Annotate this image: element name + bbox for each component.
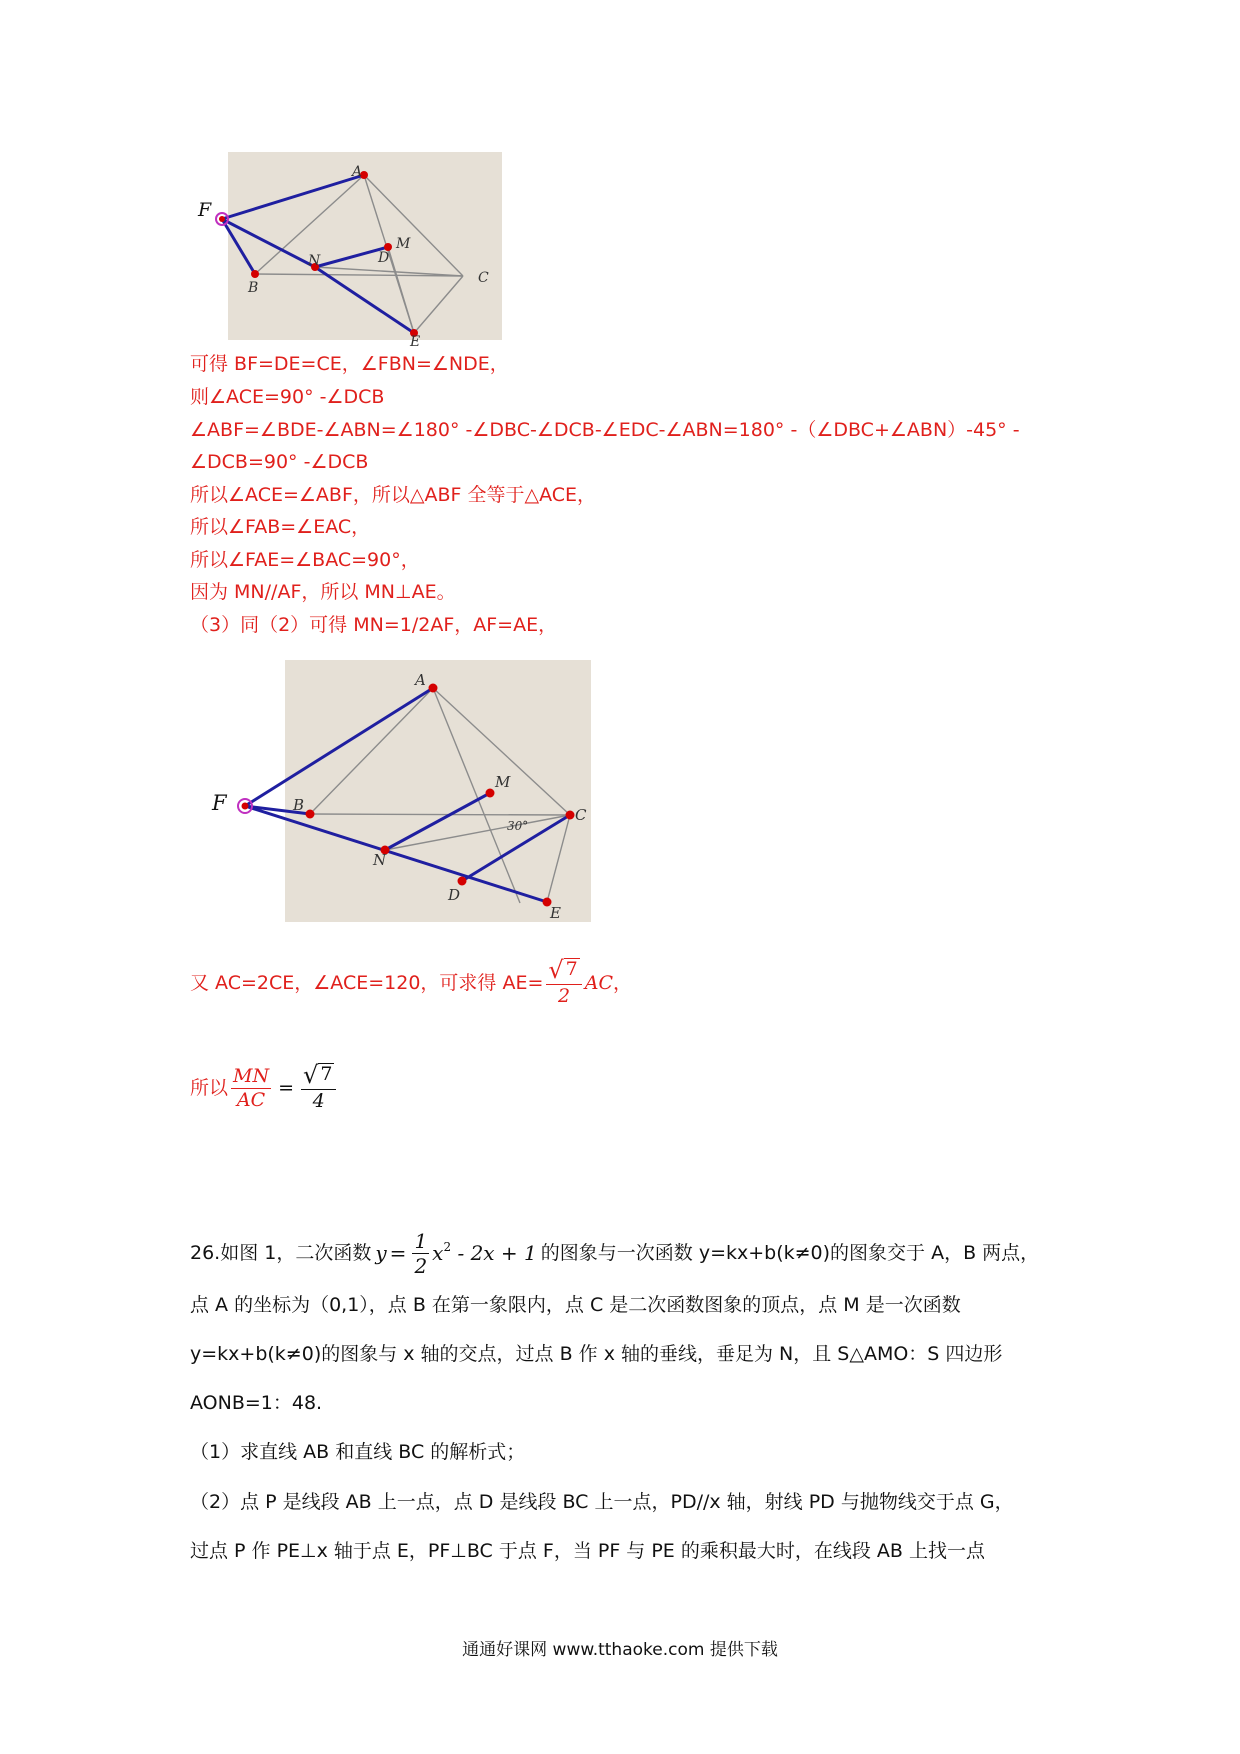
solution-line-2: 则∠ACE=90° -∠DCB (190, 386, 385, 408)
label-b: B (293, 796, 305, 814)
solution-line-3: ∠ABF=∠BDE-∠ABN=∠180° -∠DBC-∠DCB-∠EDC-∠ABN=180° -（∠DBC+∠ABN）-45° - (190, 419, 1020, 441)
func-coef-den: 2 (414, 1253, 428, 1278)
func-y: y (375, 1241, 387, 1265)
ae-tail: AC (584, 972, 614, 994)
line-c-e (414, 276, 463, 333)
ratio-prefix: 所以 (190, 1077, 229, 1099)
problem-26-line-3: y=kx+b(k≠0)的图象与 x 轴的交点，过点 B 作 x 轴的垂线，垂足为 N，且 S△AMO：S 四边形 (190, 1343, 1003, 1365)
ae-denominator: 2 (558, 985, 571, 1007)
ratio-left-num: MN (233, 1064, 270, 1087)
solution-line-1: 可得 BF=DE=CE，∠FBN=∠NDE， (190, 353, 509, 375)
ae-radicand: 7 (565, 958, 578, 981)
label-c: C (478, 270, 489, 286)
ratio-left-den: AC (236, 1088, 266, 1111)
point-d (458, 877, 467, 886)
solution-line-9: （3）同（2）可得 MN=1/2AF，AF=AE， (190, 614, 558, 636)
solution-line-6: 所以∠FAB=∠EAC， (190, 516, 371, 538)
figure-1-svg (198, 152, 502, 350)
func-exp: 2 (443, 1240, 452, 1254)
point-m (486, 789, 495, 798)
segment-f-a (222, 175, 364, 219)
label-f: F (198, 199, 212, 221)
label-e: E (410, 334, 421, 350)
func-eq: = (389, 1241, 407, 1265)
label-d: D (378, 250, 390, 266)
ae-end: ， (613, 972, 633, 994)
point-b (251, 270, 259, 278)
label-m: M (495, 773, 511, 791)
figure-2-svg (212, 660, 591, 922)
problem-26-line-2: 点 A 的坐标为（0,1），点 B 在第一象限内，点 C 是二次函数图象的顶点，点 M 是一次函数 (190, 1294, 961, 1316)
problem-intro-b: 的图象与一次函数 y=kx+b(k≠0)的图象交于 A，B 两点， (540, 1242, 1040, 1264)
segment-f-a (245, 688, 433, 806)
line-b-c (310, 814, 570, 815)
line-a-c (433, 688, 570, 815)
problem-26-line-1 (190, 1222, 1039, 1284)
point-b (306, 810, 315, 819)
label-n: N (373, 851, 387, 869)
problem-26-part-2-cont: 过点 P 作 PE⊥x 轴于点 E，PF⊥BC 于点 F，当 PF 与 PE 的乘积最大时，在线段 AB 上找一点 (190, 1540, 985, 1562)
problem-26-line-4: AONB=1：48. (190, 1392, 323, 1414)
segment-n-m (385, 793, 490, 850)
point-a (429, 684, 438, 693)
solution-line-4: ∠DCB=90° -∠DCB (190, 451, 369, 473)
angle-mark: 30° (507, 819, 529, 833)
ae-fraction: √ 7 2 AC (543, 950, 613, 1016)
problem-intro-a: 26.如图 1，二次函数 (190, 1242, 372, 1264)
func-rest: - 2x + 1 (451, 1241, 537, 1265)
line-a-b (310, 688, 433, 814)
label-d: D (448, 886, 461, 904)
func-x: x (432, 1241, 444, 1265)
segment-f-e (245, 806, 547, 902)
ratio-equals: = (278, 1077, 295, 1099)
ratio-radicand: 7 (320, 1063, 333, 1086)
ratio-right-den: 4 (312, 1090, 325, 1112)
label-e: E (550, 904, 561, 922)
label-a: A (352, 164, 363, 180)
label-a: A (415, 671, 426, 689)
point-f (242, 803, 249, 810)
solution-line-8: 因为 MN//AF，所以 MN⊥AE。 (190, 581, 456, 603)
figure-1 (198, 152, 502, 350)
solution-line-5: 所以∠ACE=∠ABF，所以△ABF 全等于△ACE， (190, 484, 597, 506)
quadratic-function (375, 1229, 536, 1278)
label-b: B (248, 280, 259, 296)
label-n: N (308, 253, 321, 269)
figure-2 (212, 660, 591, 922)
page-footer: 通通好课网 www.tthaoke.com 提供下载 (462, 1640, 778, 1660)
solution-line-ae (190, 950, 632, 1016)
problem-26-part-1: （1）求直线 AB 和直线 BC 的解析式； (190, 1441, 526, 1463)
solution-line-ratio (190, 1052, 339, 1124)
ae-prefix: 又 AC=2CE，∠ACE=120，可求得 AE= (190, 972, 544, 994)
label-c: C (575, 806, 587, 824)
point-c (566, 811, 575, 820)
problem-26-part-2: （2）点 P 是线段 AB 上一点，点 D 是线段 BC 上一点，PD//x 轴，射线 PD 与抛物线交于点 G， (190, 1491, 1014, 1513)
label-f: F (212, 791, 227, 815)
point-f (219, 216, 225, 222)
line-m-e (388, 247, 414, 333)
func-coef-num: 1 (414, 1228, 428, 1253)
ratio-formula: $\frac{MN}{AC}$ = √ 7 4 (228, 1052, 339, 1124)
label-m: M (396, 236, 411, 252)
solution-line-7: 所以∠FAE=∠BAC=90°， (190, 549, 420, 571)
segment-n-e (315, 267, 414, 333)
